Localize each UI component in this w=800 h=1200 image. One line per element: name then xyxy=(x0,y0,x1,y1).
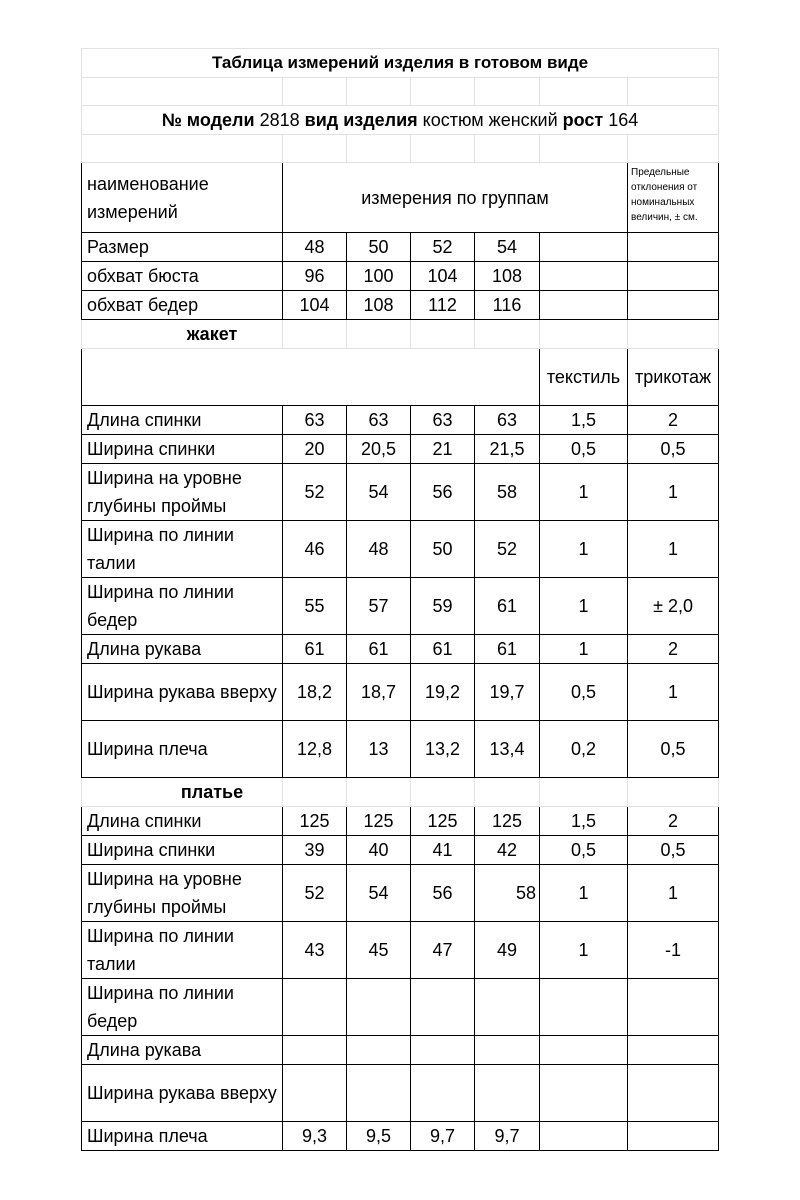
table-row xyxy=(82,635,719,664)
size-value: 63 xyxy=(283,406,347,435)
row-name: Ширина рукава вверху xyxy=(82,664,283,721)
size-value xyxy=(347,1036,411,1065)
empty-cell xyxy=(347,320,411,349)
tolerance-knit: 2 xyxy=(628,406,719,435)
size-value: 9,3 xyxy=(283,1122,347,1151)
header-name: наименование измерений xyxy=(82,163,283,233)
size-value: 58 xyxy=(475,464,540,521)
size-value: 54 xyxy=(347,464,411,521)
empty-cell xyxy=(283,778,347,807)
size-value xyxy=(411,1065,475,1122)
tolerance-knit xyxy=(628,1065,719,1122)
section-title: жакет xyxy=(82,320,283,349)
header-tolerance: Предельные отклонения от номинальных величин, ± см. xyxy=(628,163,719,233)
size-value: 112 xyxy=(411,291,475,320)
size-value: 19,2 xyxy=(411,664,475,721)
table-row xyxy=(82,865,719,922)
table-row xyxy=(82,1122,719,1151)
size-value: 54 xyxy=(475,233,540,262)
size-value: 55 xyxy=(283,578,347,635)
tolerance-knit xyxy=(628,291,719,320)
size-value: 50 xyxy=(347,233,411,262)
size-value: 13 xyxy=(347,721,411,778)
size-value: 52 xyxy=(283,865,347,922)
row-name: Ширина по линии бедер xyxy=(82,578,283,635)
tolerance-textile xyxy=(540,291,628,320)
row-name: Ширина спинки xyxy=(82,435,283,464)
size-value: 50 xyxy=(411,521,475,578)
size-value: 46 xyxy=(283,521,347,578)
size-value: 21 xyxy=(411,435,475,464)
size-value xyxy=(347,979,411,1036)
table-row xyxy=(82,836,719,865)
size-value: 45 xyxy=(347,922,411,979)
base-rows xyxy=(82,233,719,320)
table-row xyxy=(82,406,719,435)
sections xyxy=(82,320,719,1151)
size-value: 13,2 xyxy=(411,721,475,778)
tolerance-knit: 2 xyxy=(628,635,719,664)
size-value: 18,2 xyxy=(283,664,347,721)
size-value: 48 xyxy=(283,233,347,262)
tolerance-knit: 0,5 xyxy=(628,721,719,778)
tolerance-textile xyxy=(540,979,628,1036)
tolerance-textile xyxy=(540,233,628,262)
empty-cell xyxy=(628,778,719,807)
size-value: 42 xyxy=(475,836,540,865)
size-value: 61 xyxy=(347,635,411,664)
size-value: 63 xyxy=(475,406,540,435)
tolerance-textile: 0,5 xyxy=(540,836,628,865)
table-row xyxy=(82,979,719,1036)
size-value: 63 xyxy=(411,406,475,435)
size-value xyxy=(283,1036,347,1065)
size-value: 61 xyxy=(475,578,540,635)
model-line xyxy=(82,106,719,135)
tolerance-knit xyxy=(628,233,719,262)
tolerance-knit: 1 xyxy=(628,464,719,521)
table-row xyxy=(82,233,719,262)
size-value: 52 xyxy=(411,233,475,262)
empty-cell xyxy=(283,320,347,349)
tolerance-textile: 1,5 xyxy=(540,406,628,435)
section-title-row xyxy=(82,320,719,349)
size-value: 125 xyxy=(283,807,347,836)
tolerance-textile: 1,5 xyxy=(540,807,628,836)
table-row xyxy=(82,1065,719,1122)
tolerance-textile xyxy=(540,1122,628,1151)
empty-cell xyxy=(540,778,628,807)
tolerance-knit: 0,5 xyxy=(628,836,719,865)
size-value: 59 xyxy=(411,578,475,635)
row-name: обхват бедер xyxy=(82,291,283,320)
size-value xyxy=(411,1036,475,1065)
table-row xyxy=(82,291,719,320)
size-value: 58 xyxy=(475,865,540,922)
size-value: 20 xyxy=(283,435,347,464)
size-value xyxy=(475,979,540,1036)
size-value xyxy=(283,1065,347,1122)
table-row xyxy=(82,521,719,578)
tolerance-knit: 1 xyxy=(628,521,719,578)
size-value: 40 xyxy=(347,836,411,865)
tolerance-knit: ± 2,0 xyxy=(628,578,719,635)
size-value xyxy=(475,1065,540,1122)
size-value: 108 xyxy=(475,262,540,291)
size-value: 13,4 xyxy=(475,721,540,778)
size-value: 52 xyxy=(283,464,347,521)
measurement-table xyxy=(81,48,719,1151)
tolerance-knit-header: трикотаж xyxy=(628,349,719,406)
row-name: обхват бюста xyxy=(82,262,283,291)
tolerance-header-row xyxy=(82,349,719,406)
tolerance-textile xyxy=(540,1065,628,1122)
size-value: 56 xyxy=(411,464,475,521)
table-row xyxy=(82,1036,719,1065)
row-name: Длина спинки xyxy=(82,807,283,836)
size-value: 54 xyxy=(347,865,411,922)
row-name: Ширина плеча xyxy=(82,721,283,778)
empty-cell xyxy=(411,778,475,807)
size-value: 48 xyxy=(347,521,411,578)
tolerance-knit: 1 xyxy=(628,865,719,922)
row-name: Ширина рукава вверху xyxy=(82,1065,283,1122)
row-name: Длина рукава xyxy=(82,635,283,664)
height-value: 164 xyxy=(608,110,639,130)
empty-cell xyxy=(475,320,540,349)
size-value: 20,5 xyxy=(347,435,411,464)
tolerance-textile: 1 xyxy=(540,521,628,578)
size-value: 125 xyxy=(347,807,411,836)
size-value: 108 xyxy=(347,291,411,320)
tolerance-textile xyxy=(540,262,628,291)
table-row xyxy=(82,721,719,778)
size-value: 104 xyxy=(411,262,475,291)
tolerance-knit xyxy=(628,1122,719,1151)
size-value: 61 xyxy=(283,635,347,664)
sheet-title: Таблица измерений изделия в готовом виде xyxy=(82,49,719,78)
tolerance-textile xyxy=(540,1036,628,1065)
size-value: 39 xyxy=(283,836,347,865)
empty-cell xyxy=(411,320,475,349)
section-title: платье xyxy=(82,778,283,807)
size-value: 41 xyxy=(411,836,475,865)
tolerance-knit: 2 xyxy=(628,807,719,836)
size-value: 56 xyxy=(411,865,475,922)
size-value: 52 xyxy=(475,521,540,578)
size-value: 12,8 xyxy=(283,721,347,778)
size-value xyxy=(411,979,475,1036)
tolerance-textile: 1 xyxy=(540,865,628,922)
model-label: № модели xyxy=(161,110,255,130)
size-value: 49 xyxy=(475,922,540,979)
tolerance-textile: 0,5 xyxy=(540,435,628,464)
tolerance-textile: 0,2 xyxy=(540,721,628,778)
empty-cell xyxy=(475,778,540,807)
size-value: 116 xyxy=(475,291,540,320)
size-value: 9,7 xyxy=(411,1122,475,1151)
row-name: Ширина спинки xyxy=(82,836,283,865)
size-value: 61 xyxy=(475,635,540,664)
tolerance-knit xyxy=(628,1036,719,1065)
table-row xyxy=(82,807,719,836)
measurement-sheet xyxy=(81,48,718,1151)
table-row xyxy=(82,664,719,721)
tolerance-textile: 1 xyxy=(540,635,628,664)
tolerance-textile: 1 xyxy=(540,578,628,635)
tolerance-textile: 1 xyxy=(540,922,628,979)
size-value: 57 xyxy=(347,578,411,635)
row-name: Ширина по линии бедер xyxy=(82,979,283,1036)
tolerance-textile: 1 xyxy=(540,464,628,521)
row-name: Длина спинки xyxy=(82,406,283,435)
size-value: 63 xyxy=(347,406,411,435)
table-row xyxy=(82,262,719,291)
size-value: 125 xyxy=(411,807,475,836)
size-value: 61 xyxy=(411,635,475,664)
model-value: 2818 xyxy=(259,110,300,130)
size-value: 96 xyxy=(283,262,347,291)
row-name: Длина рукава xyxy=(82,1036,283,1065)
tolerance-knit: 1 xyxy=(628,664,719,721)
size-value: 125 xyxy=(475,807,540,836)
row-name: Размер xyxy=(82,233,283,262)
tolerance-knit: -1 xyxy=(628,922,719,979)
empty-cell xyxy=(628,320,719,349)
size-value: 21,5 xyxy=(475,435,540,464)
size-value xyxy=(347,1065,411,1122)
size-value xyxy=(283,979,347,1036)
tolerance-knit xyxy=(628,262,719,291)
section-title-row xyxy=(82,778,719,807)
tolerance-knit xyxy=(628,979,719,1036)
table-row xyxy=(82,435,719,464)
row-name: Ширина по линии талии xyxy=(82,521,283,578)
table-row xyxy=(82,922,719,979)
table-row xyxy=(82,464,719,521)
empty-cell xyxy=(82,349,540,406)
row-name: Ширина на уровне глубины проймы xyxy=(82,464,283,521)
header-groups: измерения по группам xyxy=(283,163,628,233)
row-name: Ширина плеча xyxy=(82,1122,283,1151)
type-value: костюм женский xyxy=(422,110,558,130)
empty-cell xyxy=(540,320,628,349)
size-value: 104 xyxy=(283,291,347,320)
tolerance-textile-header: текстиль xyxy=(540,349,628,406)
size-value: 43 xyxy=(283,922,347,979)
type-label: вид изделия xyxy=(304,110,418,130)
size-value: 9,5 xyxy=(347,1122,411,1151)
size-value: 100 xyxy=(347,262,411,291)
tolerance-knit: 0,5 xyxy=(628,435,719,464)
size-value: 19,7 xyxy=(475,664,540,721)
empty-cell xyxy=(347,778,411,807)
size-value: 47 xyxy=(411,922,475,979)
size-value xyxy=(475,1036,540,1065)
height-label: рост xyxy=(562,110,604,130)
size-value: 9,7 xyxy=(475,1122,540,1151)
tolerance-textile: 0,5 xyxy=(540,664,628,721)
size-value: 18,7 xyxy=(347,664,411,721)
row-name: Ширина на уровне глубины проймы xyxy=(82,865,283,922)
row-name: Ширина по линии талии xyxy=(82,922,283,979)
table-row xyxy=(82,578,719,635)
